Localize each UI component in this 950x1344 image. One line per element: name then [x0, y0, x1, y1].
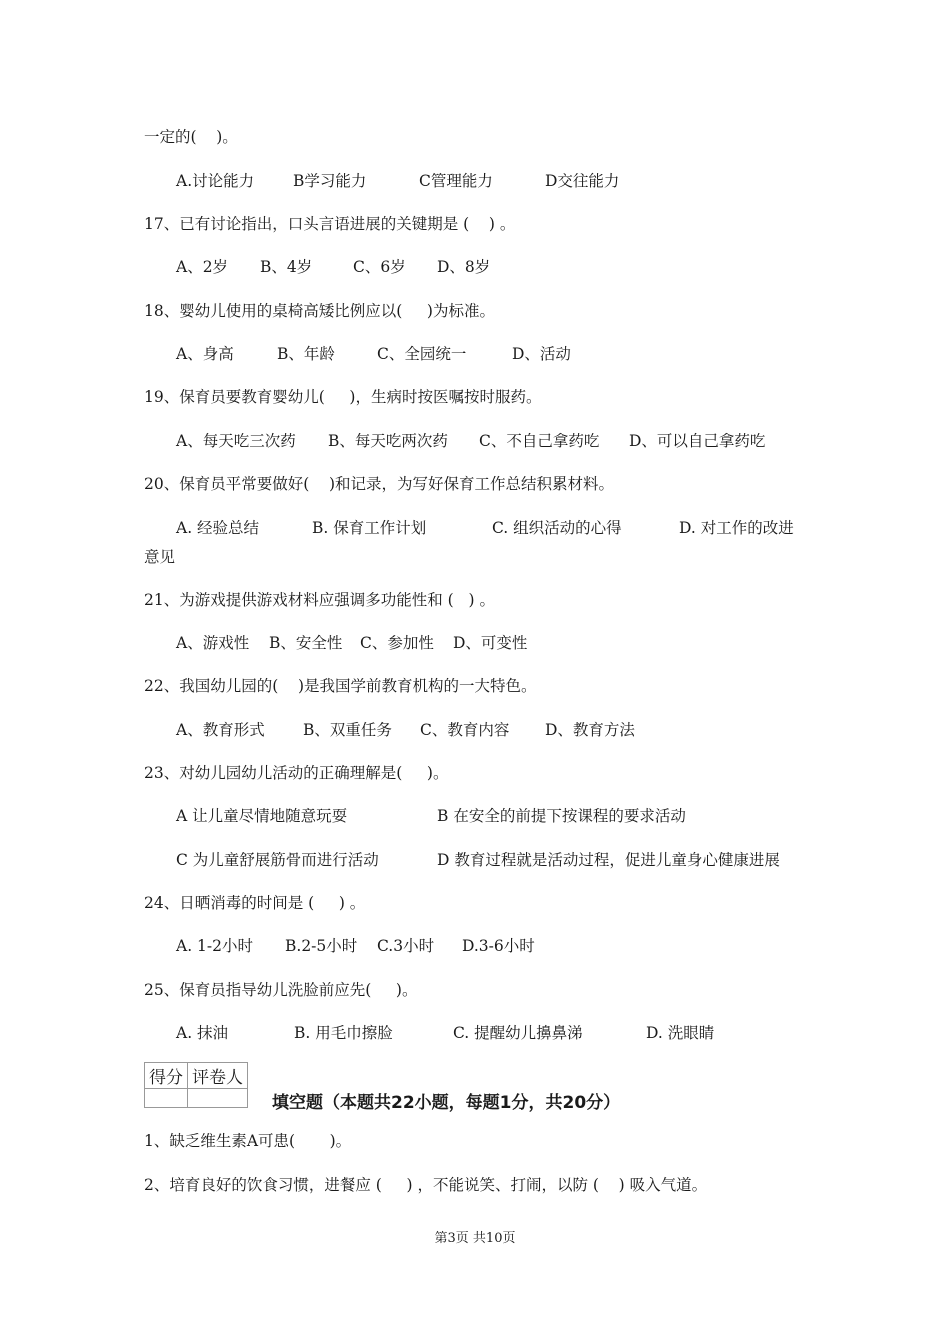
option-d: D. 对工作的改进: [679, 519, 794, 537]
score-cell[interactable]: [145, 1089, 188, 1108]
option-a: A. 经验总结: [176, 519, 260, 537]
option-a: A、游戏性: [176, 634, 250, 652]
option-b: B、双重任务: [303, 721, 392, 739]
option-c: C. 组织活动的心得: [492, 519, 622, 537]
option-b: B、安全性: [269, 634, 343, 652]
option-c: C管理能力: [419, 172, 493, 190]
option-b: B、4岁: [260, 258, 313, 276]
option-d: D、活动: [512, 345, 571, 363]
option-a: A. 1-2小时: [176, 937, 254, 955]
question-25: 25、保育员指导幼儿洗脸前应先( )。: [144, 981, 418, 999]
option-a: A、每天吃三次药: [176, 432, 296, 450]
options-q23-cd: [0, 850, 950, 910]
option-b: B学习能力: [293, 172, 367, 190]
option-a: A、身高: [176, 345, 234, 363]
option-a: A 让儿童尽情地随意玩耍: [176, 807, 348, 825]
option-a: A、教育形式: [176, 721, 265, 739]
question-19: 19、保育员要教育婴幼儿( )，生病时按医嘱按时服药。: [144, 388, 542, 406]
question-18: 18、婴幼儿使用的桌椅高矮比例应以( )为标准。: [144, 302, 495, 320]
question-20-option-wrap: 意见: [144, 548, 176, 566]
option-d: D.3-6小时: [462, 937, 535, 955]
option-c: C、参加性: [360, 634, 434, 652]
question-24: 24、日晒消毒的时间是 ( ) 。: [144, 894, 366, 912]
option-d: D、8岁: [437, 258, 491, 276]
grader-label: 评卷人: [188, 1063, 248, 1089]
question-22: 22、我国幼儿园的( )是我国学前教育机构的一大特色。: [144, 677, 537, 695]
option-a: A、2岁: [176, 258, 229, 276]
fill-question-2: 2、培育良好的饮食习惯，进餐应 ( ) ，不能说笑、打闹，以防 ( ) 吸入气道。: [144, 1176, 708, 1194]
option-a: A.讨论能力: [176, 172, 255, 190]
option-d: D交往能力: [545, 172, 620, 190]
question-20: 20、保育员平常要做好( )和记录，为写好保育工作总结积累材料。: [144, 475, 615, 493]
option-b: B、年龄: [277, 345, 335, 363]
option-b: B、每天吃两次药: [328, 432, 448, 450]
option-d: D 教育过程就是活动过程，促进儿童身心健康进展: [437, 851, 780, 869]
option-c: C、教育内容: [420, 721, 510, 739]
option-d: D、可变性: [453, 634, 528, 652]
option-c: C、6岁: [353, 258, 406, 276]
option-d: D、可以自己拿药吃: [629, 432, 766, 450]
question-23: 23、对幼儿园幼儿活动的正确理解是( )。: [144, 764, 449, 782]
question-17: 17、已有讨论指出，口头言语进展的关键期是 ( ) 。: [144, 215, 516, 233]
option-b: B. 用毛巾擦脸: [294, 1024, 393, 1042]
option-c: C、不自己拿药吃: [479, 432, 600, 450]
option-b: B 在安全的前提下按课程的要求活动: [437, 807, 686, 825]
option-b: B. 保育工作计划: [312, 519, 427, 537]
section-title: 填空题（本题共22小题，每题1分，共20分）: [272, 1093, 621, 1113]
option-c: C、全园统一: [377, 345, 467, 363]
question-16-tail: 一定的( )。: [144, 128, 238, 146]
question-21: 21、为游戏提供游戏材料应强调多功能性和 ( ) 。: [144, 591, 495, 609]
option-b: B.2-5小时: [285, 937, 358, 955]
option-c: C 为儿童舒展筋骨而进行活动: [176, 851, 379, 869]
option-c: C.3小时: [377, 937, 435, 955]
score-box: [144, 1062, 248, 1108]
fill-question-1: 1、缺乏维生素A可患( )。: [144, 1132, 352, 1150]
score-label: 得分: [145, 1063, 188, 1089]
option-c: C. 提醒幼儿擤鼻涕: [453, 1024, 583, 1042]
page-footer: 第3页 共10页: [434, 1231, 516, 1246]
option-d: D. 洗眼睛: [646, 1024, 715, 1042]
options-q24: [0, 936, 950, 1036]
option-a: A. 抹油: [176, 1024, 229, 1042]
option-d: D、教育方法: [545, 721, 635, 739]
grader-cell[interactable]: [188, 1089, 248, 1108]
options-q22: [0, 720, 950, 820]
